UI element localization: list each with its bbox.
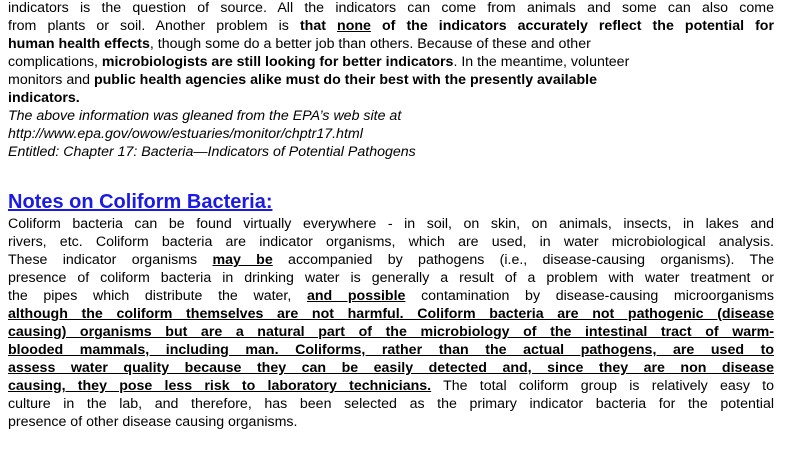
intro-line-3: human health effects, though some do a better job than others. Because of these and other [8, 36, 591, 52]
source-title: Entitled: Chapter 17: Bacteria—Indicators of Potential Pathogens [8, 144, 416, 160]
notes-line-7: causing) organisms but are a natural part of the microbiology of the intestinal tract of warm- [8, 324, 774, 340]
intro-line-5: monitors and public health agencies alike must do their best with the presently available [8, 72, 597, 88]
notes-line-10: causing, they pose less risk to laboratory technicians. The total coliform group is relatively easy to [8, 378, 774, 394]
notes-line-4: presence of coliform bacteria in drinking water is generally a result of a problem with water treatment or [8, 270, 774, 286]
notes-line-3: These indicator organisms may be accompanied by pathogens (i.e., disease-causing organisms). The [8, 252, 775, 268]
intro-line-6: indicators. [8, 90, 80, 106]
intro-line-2: from plants or soil. Another problem is that none of the indicators accurately reflect the potential for [8, 18, 774, 34]
notes-line-5: the pipes which distribute the water, and possible contamination by disease-causing microorganisms [8, 288, 775, 304]
intro-line-4: complications, microbiologists are still looking for better indicators. In the meantime, volunteer [8, 54, 630, 70]
notes-line-11: culture in the lab, and therefore, has been selected as the primary indicator bacteria for the potential [8, 396, 774, 412]
notes-line-8: blooded mammals, including man. Coliforms, rather than the actual pathogens, are used to [8, 342, 774, 358]
notes-line-2: rivers, etc. Coliform bacteria are indicator organisms, which are used, in water microbiological analysis. [8, 234, 774, 250]
source-line-1: The above information was gleaned from the EPA’s web site at [8, 108, 402, 124]
source-url: http://www.epa.gov/owow/estuaries/monitor/chptr17.html [8, 126, 363, 142]
notes-line-9: assess water quality because they can be easily detected and, since they are non disease [8, 360, 774, 376]
notes-line-1: Coliform bacteria can be found virtually everywhere - in soil, on skin, on animals, insects, in lakes and [8, 216, 774, 232]
notes-heading: Notes on Coliform Bacteria: [8, 191, 273, 213]
notes-line-12: presence of other disease causing organisms. [8, 414, 298, 430]
intro-line-1: indicators is the question of source. All the indicators can come from animals and some can also come [8, 0, 774, 16]
notes-line-6: although the coliform themselves are not harmful. Coliform bacteria are not pathogenic (disease [8, 306, 774, 322]
